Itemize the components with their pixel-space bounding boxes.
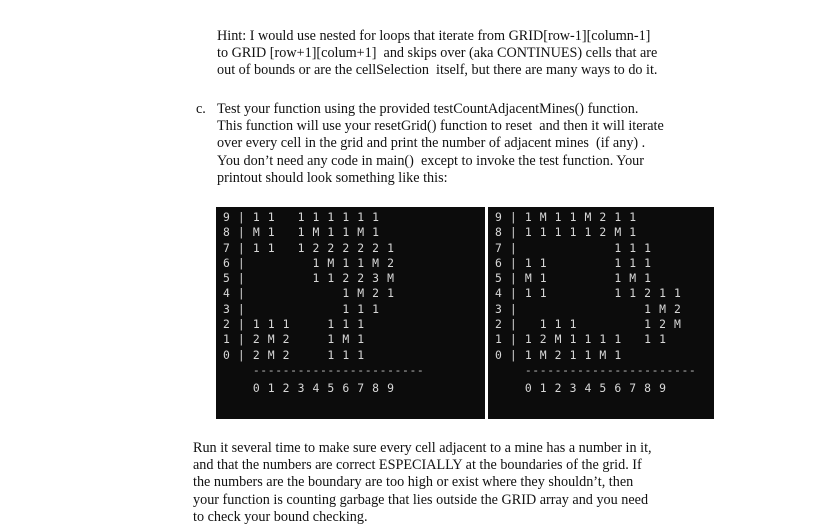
console-row: 0 | 1 M 2 1 1 M 1 [495,347,622,362]
console-row: 1 | 2 M 2 1 M 1 [223,332,365,347]
console-row: 3 | 1 M 2 [495,301,682,316]
console-row: 7 | 1 1 1 2 2 2 2 2 1 [223,240,395,255]
console-row: 3 | 1 1 1 [223,301,380,316]
list-marker-c: c. [196,101,206,117]
console-column-axis: 0 1 2 3 4 5 6 7 8 9 [495,381,667,396]
console-row: 2 | 1 1 1 1 2 M [495,317,682,332]
console-output-right [488,207,714,419]
console-column-axis: 0 1 2 3 4 5 6 7 8 9 [223,381,395,396]
console-row: 2 | 1 1 1 1 1 1 [223,317,365,332]
console-row: 6 | 1 M 1 1 M 2 [223,255,395,270]
instruction-paragraph: Test your function using the provided testCountAdjacentMines() function. This function will use your resetGrid() function to reset and then it will iterate over every cell in the grid and print the number of adjacent mines (if any) . You don’t need any code in main() except to invoke the test function. Your printout should look something like this: [217,101,664,186]
console-row: 4 | 1 M 2 1 [223,286,395,301]
console-row: 9 | 1 1 1 1 1 1 1 1 [223,210,380,224]
console-output-left [216,207,485,419]
console-row: 5 | M 1 1 M 1 [495,271,652,286]
console-row: 1 | 1 2 M 1 1 1 1 1 1 [495,332,667,347]
console-row: 8 | M 1 1 M 1 1 M 1 [223,225,380,240]
console-row: 8 | 1 1 1 1 1 2 M 1 [495,225,637,240]
console-row: 7 | 1 1 1 [495,240,652,255]
hint-paragraph: Hint: I would use nested for loops that iterate from GRID[row-1][column-1] to GRID [row+1][colum+1] and skips over (aka CONTINUES) cells that are out of bounds or are the cellSelection itself, but there are many ways to do it. [217,28,658,79]
console-row: 9 | 1 M 1 1 M 2 1 1 [495,210,637,224]
console-row: 0 | 2 M 2 1 1 1 [223,347,365,362]
console-separator: ----------------------- [495,362,697,377]
console-separator: ----------------------- [223,362,425,377]
run-instructions-paragraph: Run it several time to make sure every cell adjacent to a mine has a number in it, and that the numbers are correct ESPECIALLY at the boundaries of the grid. If the numbers are the boundary are too high or exist where they shouldn’t, then your function is counting garbage that lies outside the GRID array and you need to check your bound checking. [193,440,652,525]
console-row: 6 | 1 1 1 1 1 [495,255,652,270]
console-row: 5 | 1 1 2 2 3 M [223,271,395,286]
console-row: 4 | 1 1 1 1 2 1 1 [495,286,682,301]
